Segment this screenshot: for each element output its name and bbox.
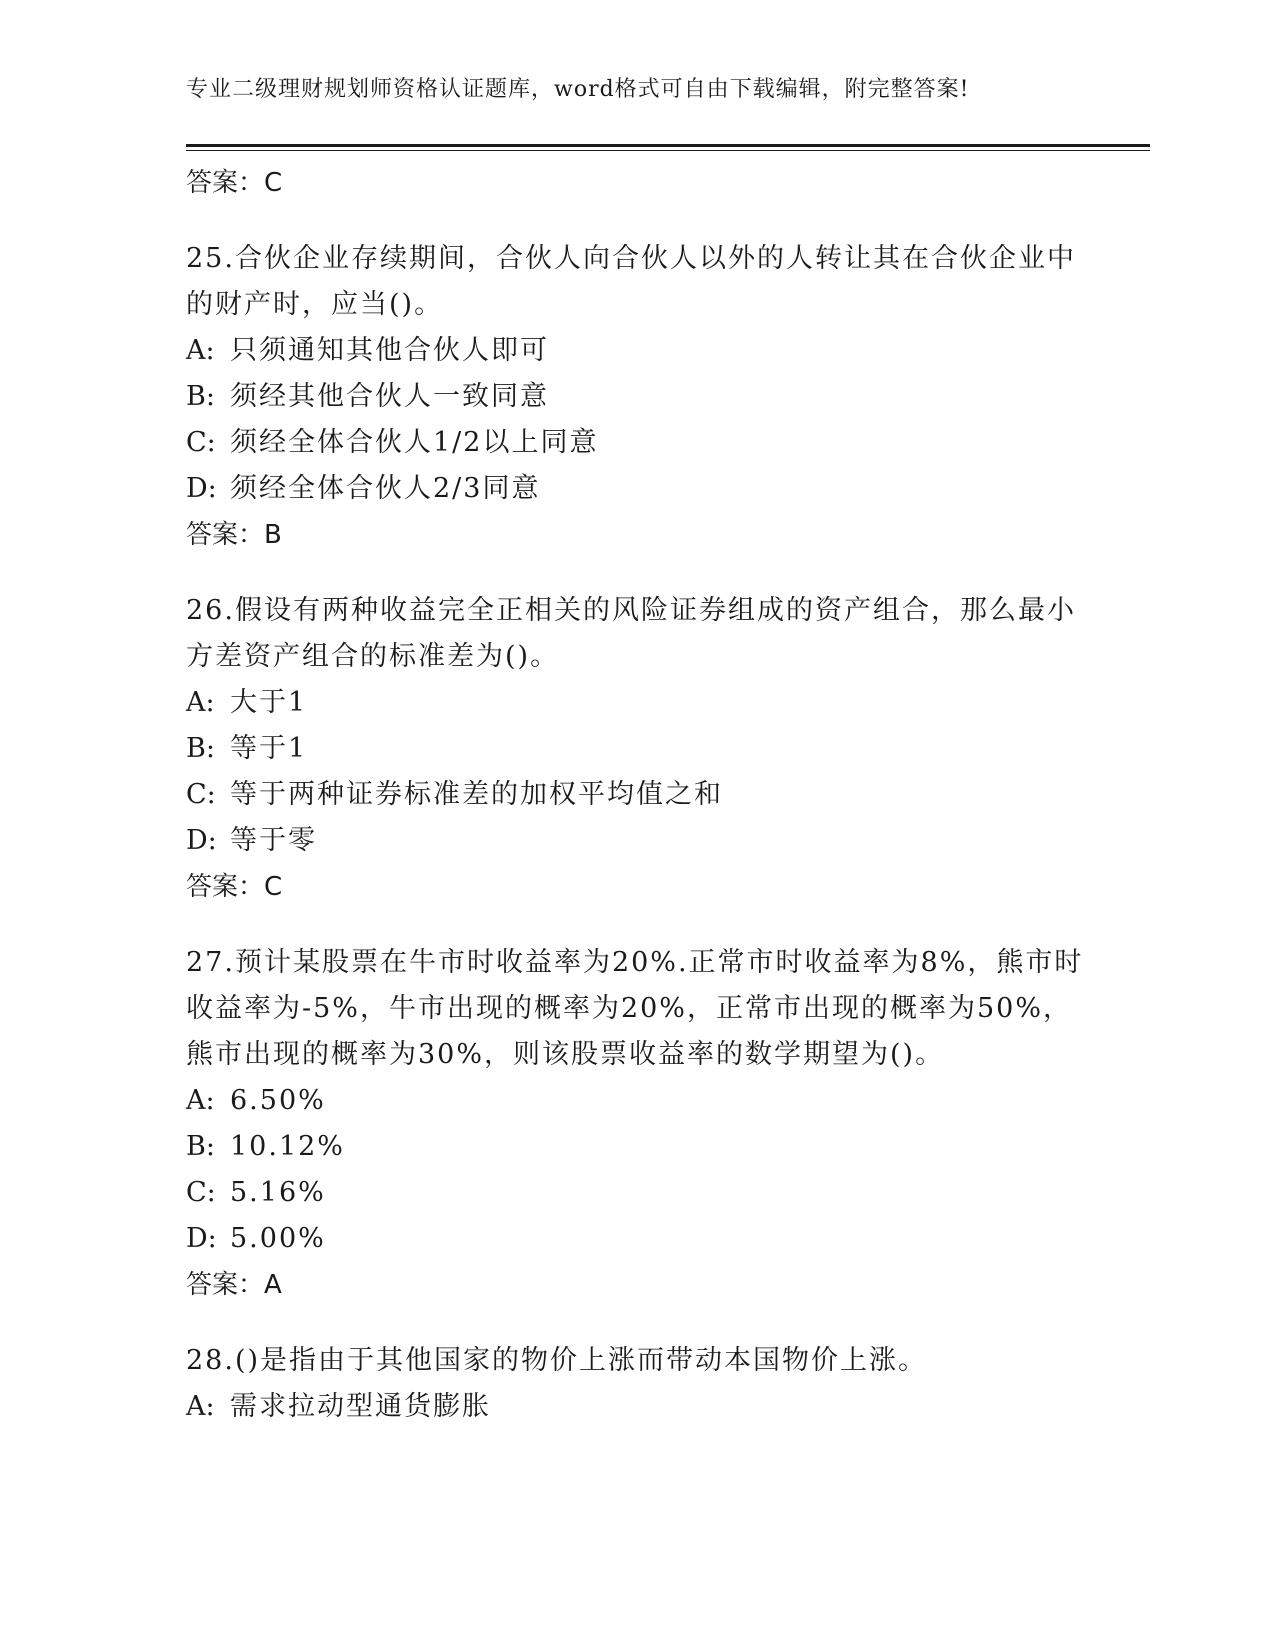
- option-text: 须经其他合伙人一致同意: [230, 381, 549, 412]
- previous-answer: 答案：C: [186, 168, 283, 198]
- option-a: [186, 680, 1086, 726]
- option-b: [186, 726, 1086, 772]
- option-letter: B:: [186, 381, 215, 412]
- page-header: 专业二级理财规划师资格认证题库，word格式可自由下载编辑，附完整答案!: [186, 77, 970, 102]
- answer-line: 答案：C: [186, 872, 283, 902]
- option-letter: B:: [186, 733, 215, 764]
- option-d: [186, 1216, 1086, 1262]
- header-rule-thick: [186, 144, 1150, 147]
- option-text: 等于1: [230, 733, 308, 764]
- answer-line: 答案：A: [186, 1270, 282, 1300]
- answer-line: 答案：B: [186, 520, 282, 550]
- option-text: 需求拉动型通货膨胀: [230, 1391, 491, 1422]
- option-text: 大于1: [230, 687, 308, 718]
- option-letter: C:: [186, 1177, 216, 1208]
- option-d: [186, 818, 1086, 864]
- question-text: 27.预计某股票在牛市时收益率为20%.正常市时收益率为8%，熊市时收益率为-5%，牛市出现的概率为20%，正常市出现的概率为50%，熊市出现的概率为30%，则该股票收益率的数学期望为()。: [186, 947, 1084, 1070]
- header-rule-thin: [186, 150, 1150, 151]
- document-body: [186, 160, 1086, 1430]
- option-d: [186, 466, 1086, 512]
- option-text: 须经全体合伙人2/3同意: [230, 473, 541, 504]
- option-text: 须经全体合伙人1/2以上同意: [230, 427, 599, 458]
- question-25: [186, 236, 1086, 558]
- option-c: [186, 1170, 1086, 1216]
- question-26: [186, 588, 1086, 910]
- option-letter: C:: [186, 779, 216, 810]
- option-letter: D:: [186, 473, 217, 504]
- option-text: 等于零: [230, 825, 317, 856]
- option-a: [186, 1384, 1086, 1430]
- option-b: [186, 374, 1086, 420]
- option-c: [186, 420, 1086, 466]
- option-letter: B:: [186, 1131, 215, 1162]
- option-letter: A:: [186, 335, 215, 366]
- option-letter: D:: [186, 1223, 217, 1254]
- option-letter: A:: [186, 1085, 215, 1116]
- option-a: [186, 1078, 1086, 1124]
- question-28: [186, 1338, 1086, 1430]
- option-a: [186, 328, 1086, 374]
- question-27: [186, 940, 1086, 1308]
- option-text: 10.12%: [230, 1131, 345, 1162]
- question-text: 26.假设有两种收益完全正相关的风险证券组成的资产组合，那么最小方差资产组合的标准差为()。: [186, 595, 1076, 672]
- option-letter: D:: [186, 825, 217, 856]
- option-b: [186, 1124, 1086, 1170]
- option-letter: C:: [186, 427, 216, 458]
- option-c: [186, 772, 1086, 818]
- option-text: 5.00%: [230, 1223, 326, 1254]
- option-letter: A:: [186, 687, 215, 718]
- option-text: 5.16%: [230, 1177, 326, 1208]
- option-text: 6.50%: [230, 1085, 326, 1116]
- question-text: 28.()是指由于其他国家的物价上涨而带动本国物价上涨。: [186, 1345, 928, 1376]
- option-text: 等于两种证券标准差的加权平均值之和: [230, 779, 723, 810]
- option-text: 只须通知其他合伙人即可: [230, 335, 549, 366]
- question-text: 25.合伙企业存续期间，合伙人向合伙人以外的人转让其在合伙企业中的财产时，应当()。: [186, 243, 1076, 320]
- option-letter: A:: [186, 1391, 215, 1422]
